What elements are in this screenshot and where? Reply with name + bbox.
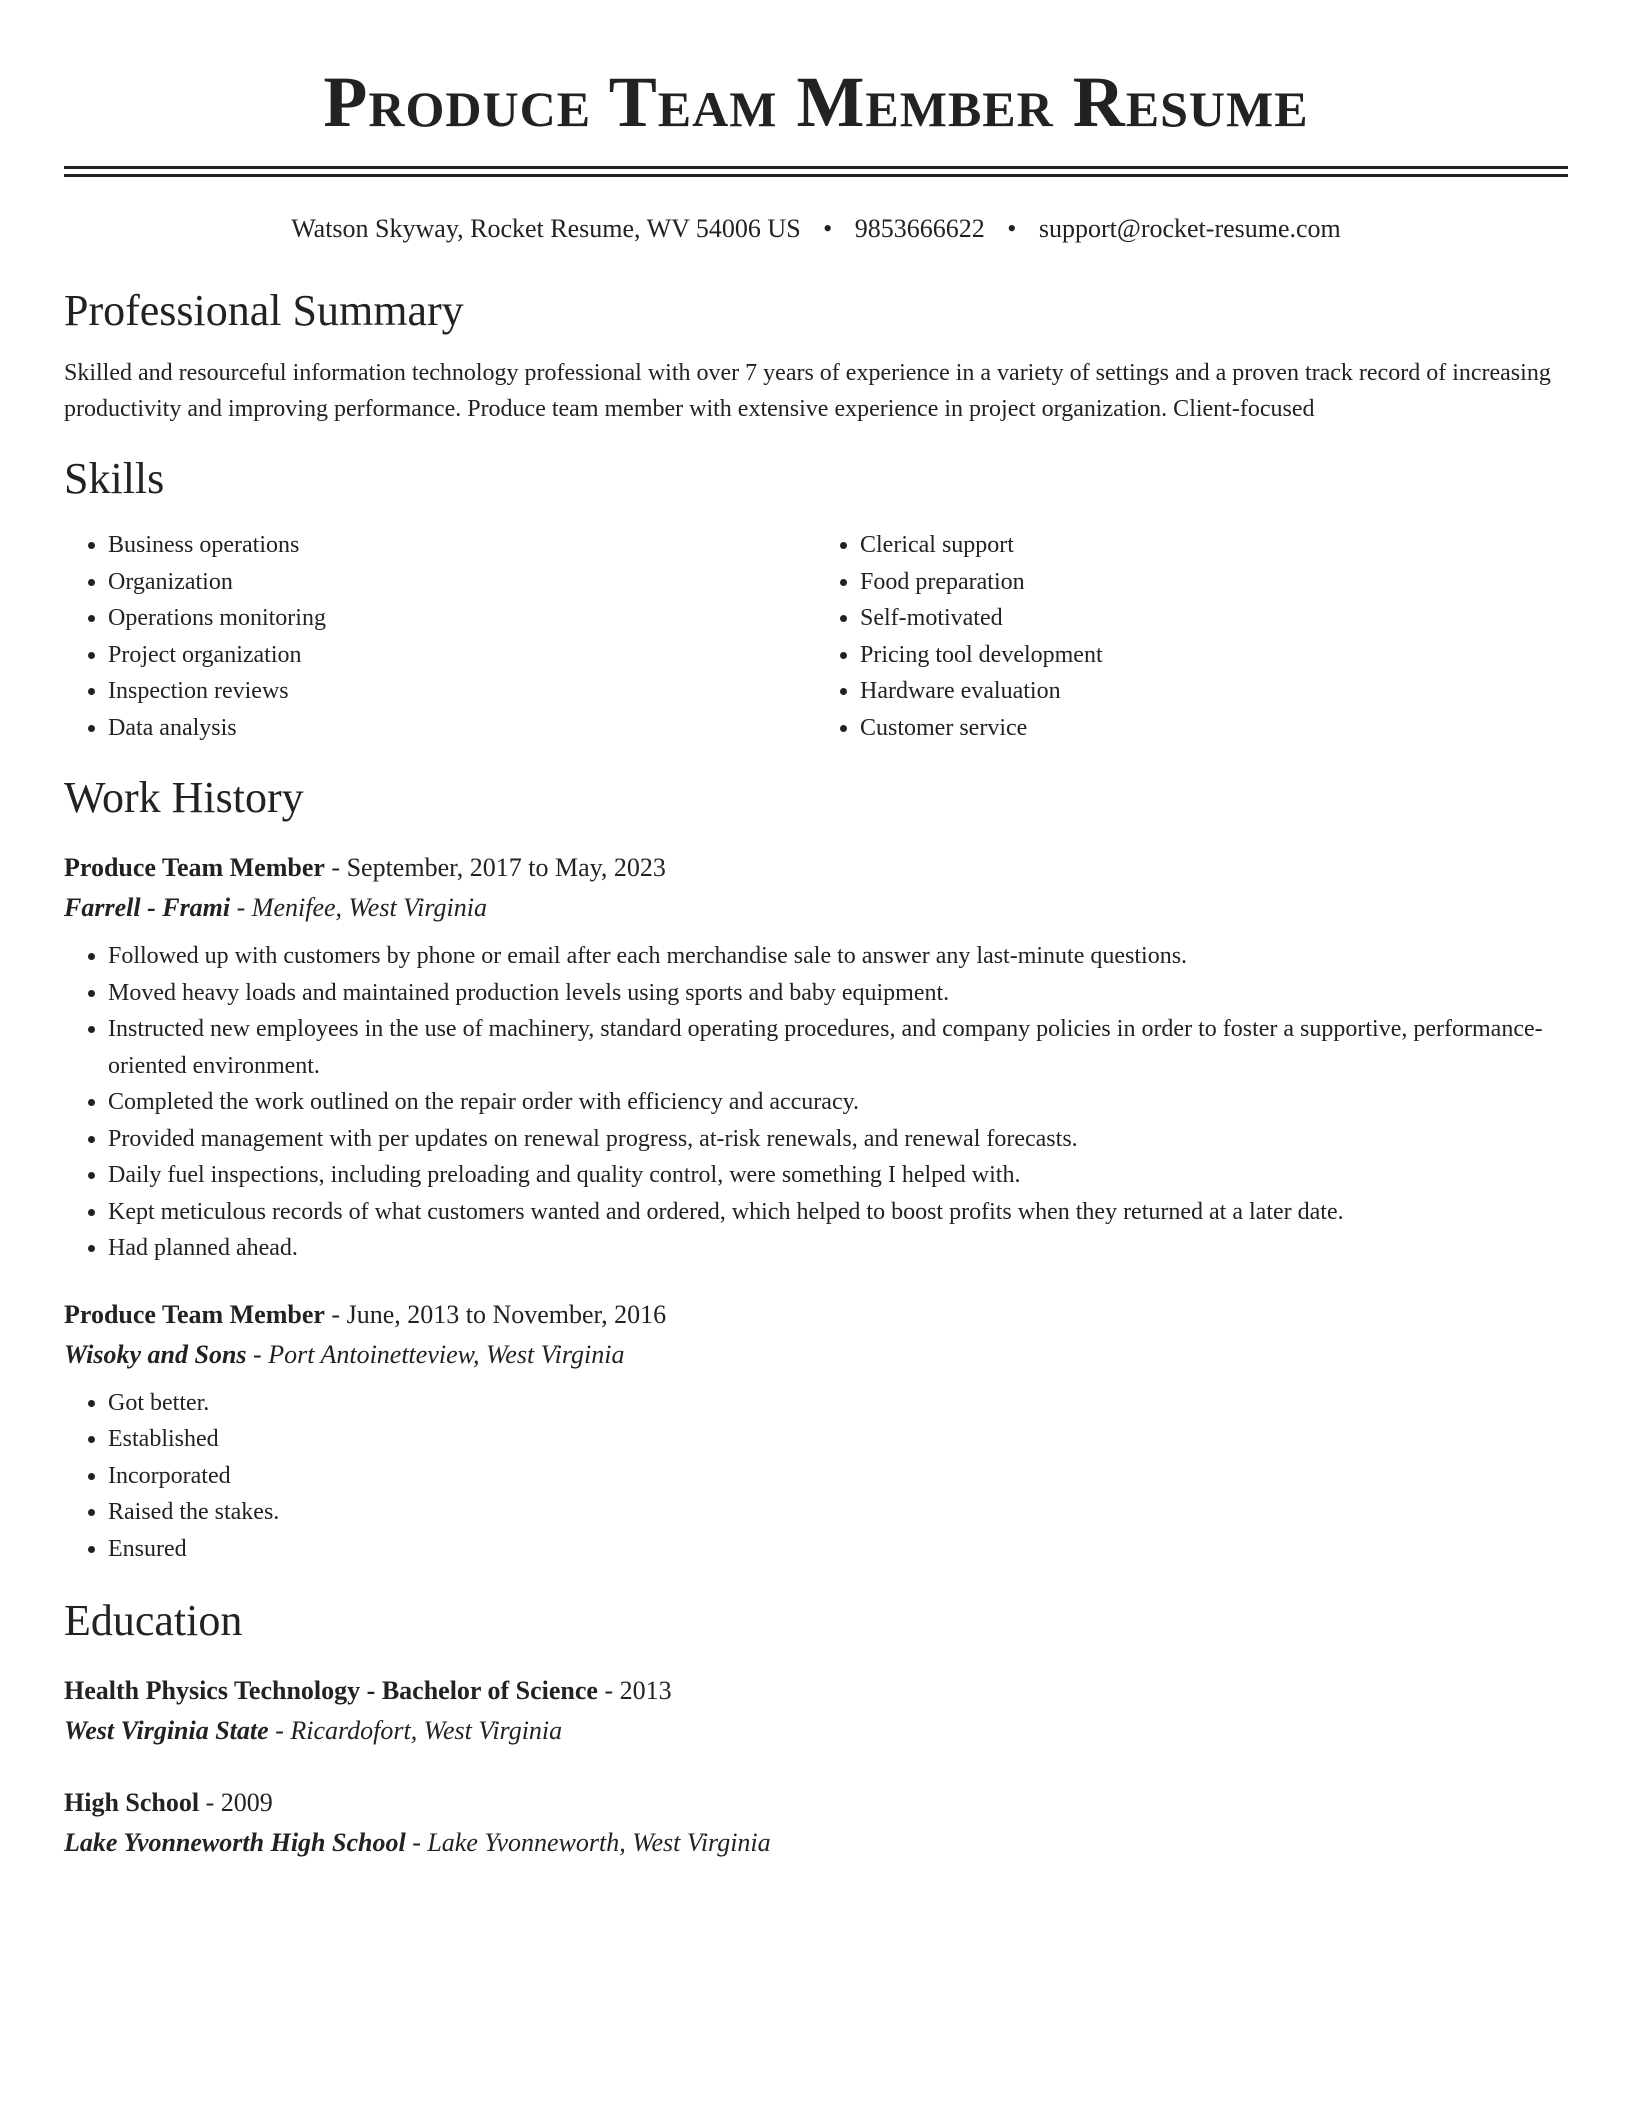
skill-item: • Hardware evaluation (860, 673, 1568, 710)
contact-address: Watson Skyway, Rocket Resume, WV 54006 US (291, 214, 801, 243)
job-bullet: • Followed up with customers by phone or email after each merchandise sale to answer any last-minute questions. (108, 938, 1568, 975)
job-bullet: • Daily fuel inspections, including preloading and quality control, were something I helped with. (108, 1157, 1568, 1194)
job-bullet: • Established (108, 1421, 1568, 1458)
contact-line (64, 211, 1568, 247)
summary-text: Skilled and resourceful information technology professional with over 7 years of experience in a variety of settings and a proven track record of increasing productivity and improving performance. Produce team member with extensive experience in project organization. Client-focused (64, 360, 1551, 422)
job-bullet: • Completed the work outlined on the repair order with efficiency and accuracy. (108, 1084, 1568, 1121)
job-bullets (64, 1385, 1568, 1568)
summary-heading: Professional Summary (64, 286, 464, 335)
job-company: Farrell - Frami (64, 893, 231, 922)
skill-item: • Customer service (860, 710, 1568, 747)
resume-title: Produce Team Member Resume (323, 62, 1309, 142)
job-company-line (64, 1335, 1568, 1375)
job-location: - Port Antoinetteview, West Virginia (246, 1339, 625, 1369)
education-school: Lake Yvonneworth High School (64, 1828, 406, 1857)
job-entry (64, 848, 1568, 1267)
skills-columns (64, 527, 1568, 746)
education-year: - 2009 (199, 1788, 273, 1817)
education-degree: Health Physics Technology - Bachelor of Science (64, 1676, 598, 1705)
job-location: - Menifee, West Virginia (230, 893, 487, 922)
contact-phone: 9853666622 (854, 214, 985, 243)
education-location: - Ricardofort, West Virginia (268, 1716, 563, 1745)
education-degree-line (64, 1671, 1568, 1711)
skill-item: • Organization (108, 564, 816, 601)
contact-separator: • (823, 214, 833, 243)
job-bullet: • Ensured (108, 1531, 1568, 1568)
education-heading: Education (64, 1596, 243, 1645)
education-year: - 2013 (597, 1676, 672, 1705)
job-company-line (64, 888, 1568, 928)
skills-list-left (64, 527, 816, 746)
job-title: Produce Team Member (64, 1299, 325, 1329)
education-degree: High School (64, 1788, 200, 1817)
job-title-line (64, 848, 1568, 888)
job-title-line (64, 1295, 1568, 1335)
job-company: Wisoky and Sons (64, 1339, 247, 1369)
education-school: West Virginia State (64, 1716, 269, 1745)
skill-item: • Food preparation (860, 564, 1568, 601)
skill-item: • Inspection reviews (108, 673, 816, 710)
job-bullet: • Kept meticulous records of what customers wanted and ordered, which helped to boost profits when they returned at a later date. (108, 1194, 1568, 1231)
work-history-heading: Work History (64, 773, 304, 822)
education-school-line (64, 1711, 1568, 1751)
skills-heading: Skills (64, 454, 165, 503)
job-bullet: • Instructed new employees in the use of machinery, standard operating procedures, and company policies in order to foster a supportive, performance-oriented environment. (108, 1011, 1568, 1084)
job-bullets (64, 938, 1568, 1267)
job-entry (64, 1295, 1568, 1568)
education-location: - Lake Yvonneworth, West Virginia (405, 1828, 771, 1857)
skill-item: • Data analysis (108, 710, 816, 747)
job-bullet: • Provided management with per updates on renewal progress, at-risk renewals, and renewal forecasts. (108, 1121, 1568, 1158)
job-title: Produce Team Member (64, 853, 325, 882)
job-bullet: • Had planned ahead. (108, 1230, 1568, 1267)
education-entry (64, 1671, 1568, 1751)
education-degree-line (64, 1783, 1568, 1823)
education-school-line (64, 1823, 1568, 1863)
job-bullet: • Raised the stakes. (108, 1494, 1568, 1531)
job-dates: - September, 2017 to May, 2023 (324, 853, 666, 882)
education-entry (64, 1783, 1568, 1863)
skill-item: • Clerical support (860, 527, 1568, 564)
skill-item: • Pricing tool development (860, 637, 1568, 674)
title-double-rule (64, 166, 1568, 177)
job-bullet: • Incorporated (108, 1458, 1568, 1495)
job-bullet: • Moved heavy loads and maintained production levels using sports and baby equipment. (108, 975, 1568, 1012)
job-bullet: • Got better. (108, 1385, 1568, 1422)
skill-item: • Business operations (108, 527, 816, 564)
skills-list-right (816, 527, 1568, 746)
contact-separator: • (1007, 214, 1017, 243)
skill-item: • Operations monitoring (108, 600, 816, 637)
job-dates: - June, 2013 to November, 2016 (324, 1299, 667, 1329)
skill-item: • Project organization (108, 637, 816, 674)
skill-item: • Self-motivated (860, 600, 1568, 637)
contact-email: support@rocket-resume.com (1038, 214, 1341, 243)
